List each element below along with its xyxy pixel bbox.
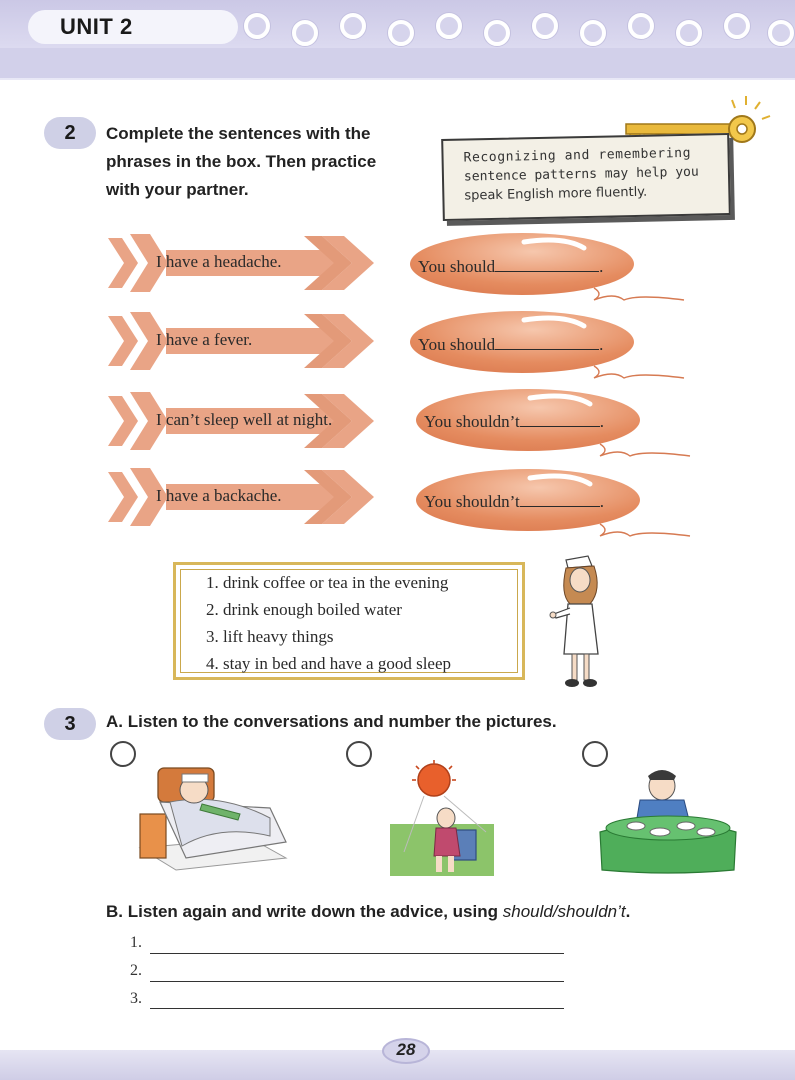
instruction-line: with your partner. [106, 180, 249, 199]
tip-box [441, 133, 731, 221]
part-b-end: . [625, 902, 631, 921]
instruction-text [106, 120, 376, 204]
picture-sunburn [386, 760, 500, 878]
tip-line: speak English more fluently. [464, 184, 648, 204]
advice-start: You should [418, 257, 496, 276]
unit-label: UNIT 2 [60, 14, 133, 39]
advice-start: You shouldn’t [424, 492, 520, 511]
decor-ring [436, 13, 462, 39]
sentence-end: . [599, 492, 604, 511]
picture-eating [598, 760, 740, 876]
write-number: 1. [130, 934, 142, 951]
answer-blank[interactable] [520, 426, 600, 427]
decor-ring [244, 13, 270, 39]
decor-ring [676, 20, 702, 46]
decor-ring [580, 20, 606, 46]
section-number: 3 [44, 708, 96, 740]
sentence-end: . [599, 412, 604, 431]
decor-ring [484, 20, 510, 46]
page-number: 28 [396, 1040, 416, 1059]
answer-blank[interactable] [495, 349, 599, 350]
decor-ring [628, 13, 654, 39]
advice-sentence [424, 412, 604, 432]
tip-line: Recognizing and remembering [463, 145, 692, 166]
phrase-item: 3. lift heavy things [206, 627, 334, 646]
write-line[interactable] [150, 953, 564, 954]
problem-text: I have a backache. [156, 486, 282, 505]
instruction-line: phrases in the box. Then practice [106, 152, 377, 171]
decor-ring [724, 13, 750, 39]
problem-text: I can’t sleep well at night. [156, 410, 333, 429]
problem-text: I have a headache. [156, 252, 282, 271]
part-b-italic: should/shouldn’t [502, 902, 626, 921]
part-b-text: B. Listen again and write down the advice, using [106, 902, 503, 921]
write-number: 3. [130, 990, 142, 1007]
advice-sentence [418, 335, 603, 355]
nurse-illustration [548, 554, 610, 690]
advice-sentence [424, 492, 604, 512]
phrase-item: 4. stay in bed and have a good sleep [206, 654, 452, 673]
advice-start: You should [418, 335, 496, 354]
phrase-item: 1. drink coffee or tea in the evening [206, 573, 449, 592]
instruction-line: Complete the sentences with the [106, 124, 371, 143]
answer-blank[interactable] [520, 506, 600, 507]
write-line[interactable] [150, 981, 564, 982]
sentence-end: . [599, 257, 604, 276]
decor-ring [388, 20, 414, 46]
write-line[interactable] [150, 1008, 564, 1009]
section-number: 2 [44, 117, 96, 149]
phrase-item: 2. drink enough boiled water [206, 600, 402, 619]
part-a-instruction: A. Listen to the conversations and number the pictures. [106, 712, 557, 731]
decor-ring [532, 13, 558, 39]
part-b-instruction [106, 898, 630, 926]
phrase-box [173, 562, 525, 680]
decor-ring [768, 20, 794, 46]
advice-sentence [418, 257, 603, 277]
advice-start: You shouldn’t [424, 412, 520, 431]
decor-ring [292, 20, 318, 46]
answer-blank[interactable] [495, 271, 599, 272]
sentence-end: . [599, 335, 604, 354]
decor-ring [340, 13, 366, 39]
picture-sick-in-bed [130, 762, 290, 876]
write-number: 2. [130, 962, 142, 979]
header-band [0, 48, 795, 78]
page-header [0, 0, 795, 80]
number-circle[interactable] [346, 741, 372, 767]
problem-text: I have a fever. [156, 330, 253, 349]
tip-line: sentence patterns may help you [463, 164, 699, 185]
